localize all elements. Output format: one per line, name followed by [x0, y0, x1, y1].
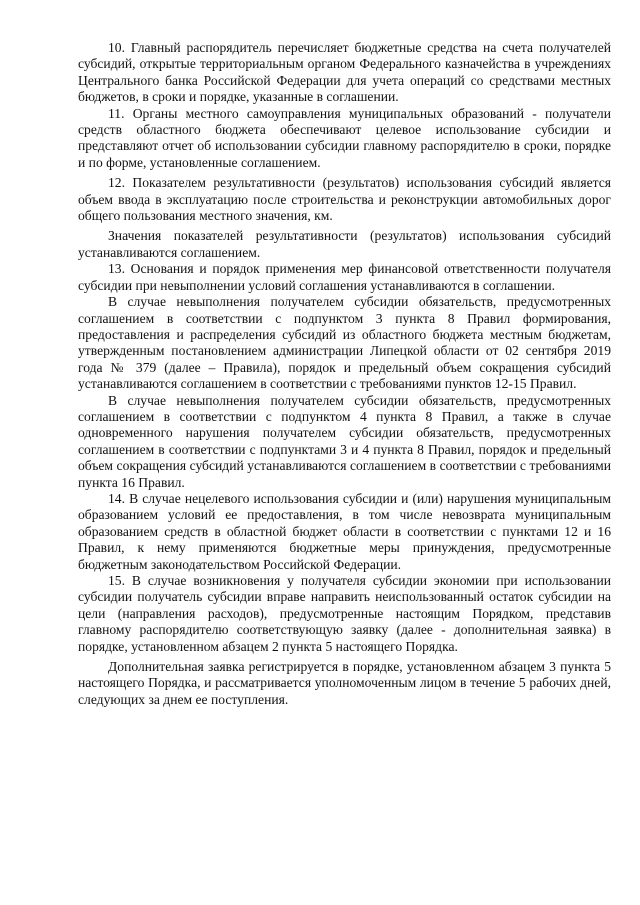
- paragraph-15: 15. В случае возникновения у получателя субсидии экономии при использовании субсидии получатель субсидии вправе направить неиспользованный остаток субсидии на цели (направления расходов), предусмотренные настоящим Порядком, представив главному распорядителю соответствующую заявку (далее - дополнительная заявка) в порядке, установленном абзацем 2 пункта 5 настоящего Порядка.: [78, 573, 611, 654]
- paragraph-13: 13. Основания и порядок применения мер финансовой ответственности получателя субсидии при невыполнении условий соглашения устанавливаются в соглашении.: [78, 261, 611, 293]
- paragraph-14: 14. В случае нецелевого использования субсидии и (или) нарушения муниципальным образованием условий ее предоставления, в том числе невозврата муниципальным образованием средств в областной бюджет области в соответствии с пунктами 12 и 16 Правил, к нему применяются бюджетные меры принуждения, предусмотренные бюджетным законодательством Российской Федерации.: [78, 490, 611, 572]
- document-page: [78, 40, 611, 708]
- paragraph-12-values: Значения показателей результативности (результатов) использования субсидий устанавливаются соглашением.: [78, 228, 611, 260]
- paragraph-13-case-1: В случае невыполнения получателем субсидии обязательств, предусмотренных соглашением в соответствии с подпунктом 3 пункта 8 Правил формирования, предоставления и распределения субсидий из областного бюджета местным бюджетам, утвержденным постановлением администрации Липецкой области от 02 сентября 2019 года № 379 (далее – Правила), порядок и предельный объем сокращения субсидий устанавливаются соглашением в соответствии с требованиями пунктов 12-15 Правил.: [78, 294, 611, 392]
- paragraph-13-case-2: В случае невыполнения получателем субсидии обязательств, предусмотренных соглашением в соответствии с подпунктом 4 пункта 8 Правил, а также в случае одновременного нарушения получателем субсидии обязательств, предусмотренных соглашением в соответствии с подпунктами 3 и 4 пункта 8 Правил, порядок и предельный объем сокращения субсидий устанавливаются соглашением в соответствии с требованиями пункта 16 Правил.: [78, 392, 611, 490]
- paragraph-11: 11. Органы местного самоуправления муниципальных образований - получатели средств областного бюджета обеспечивают целевое использование субсидии и представляют отчет об использовании субсидии главному распорядителю в сроки, порядке и по форме, установленные соглашением.: [78, 105, 611, 170]
- paragraph-10: 10. Главный распорядитель перечисляет бюджетные средства на счета получателей субсидий, открытые территориальным органом Федерального казначейства в учреждениях Центрального банка Российской Федерации для учета операций со средствами местных бюджетов, в сроки и порядке, указанные в соглашении.: [78, 40, 611, 105]
- paragraph-12: 12. Показателем результативности (результатов) использования субсидий является объем ввода в эксплуатацию после строительства и реконструкции автомобильных дорог общего пользования местного значения, км.: [78, 175, 611, 224]
- paragraph-15-additional: Дополнительная заявка регистрируется в порядке, установленном абзацем 3 пункта 5 настоящего Порядка, и рассматривается уполномоченным лицом в течение 5 рабочих дней, следующих за днем ее поступления.: [78, 659, 611, 707]
